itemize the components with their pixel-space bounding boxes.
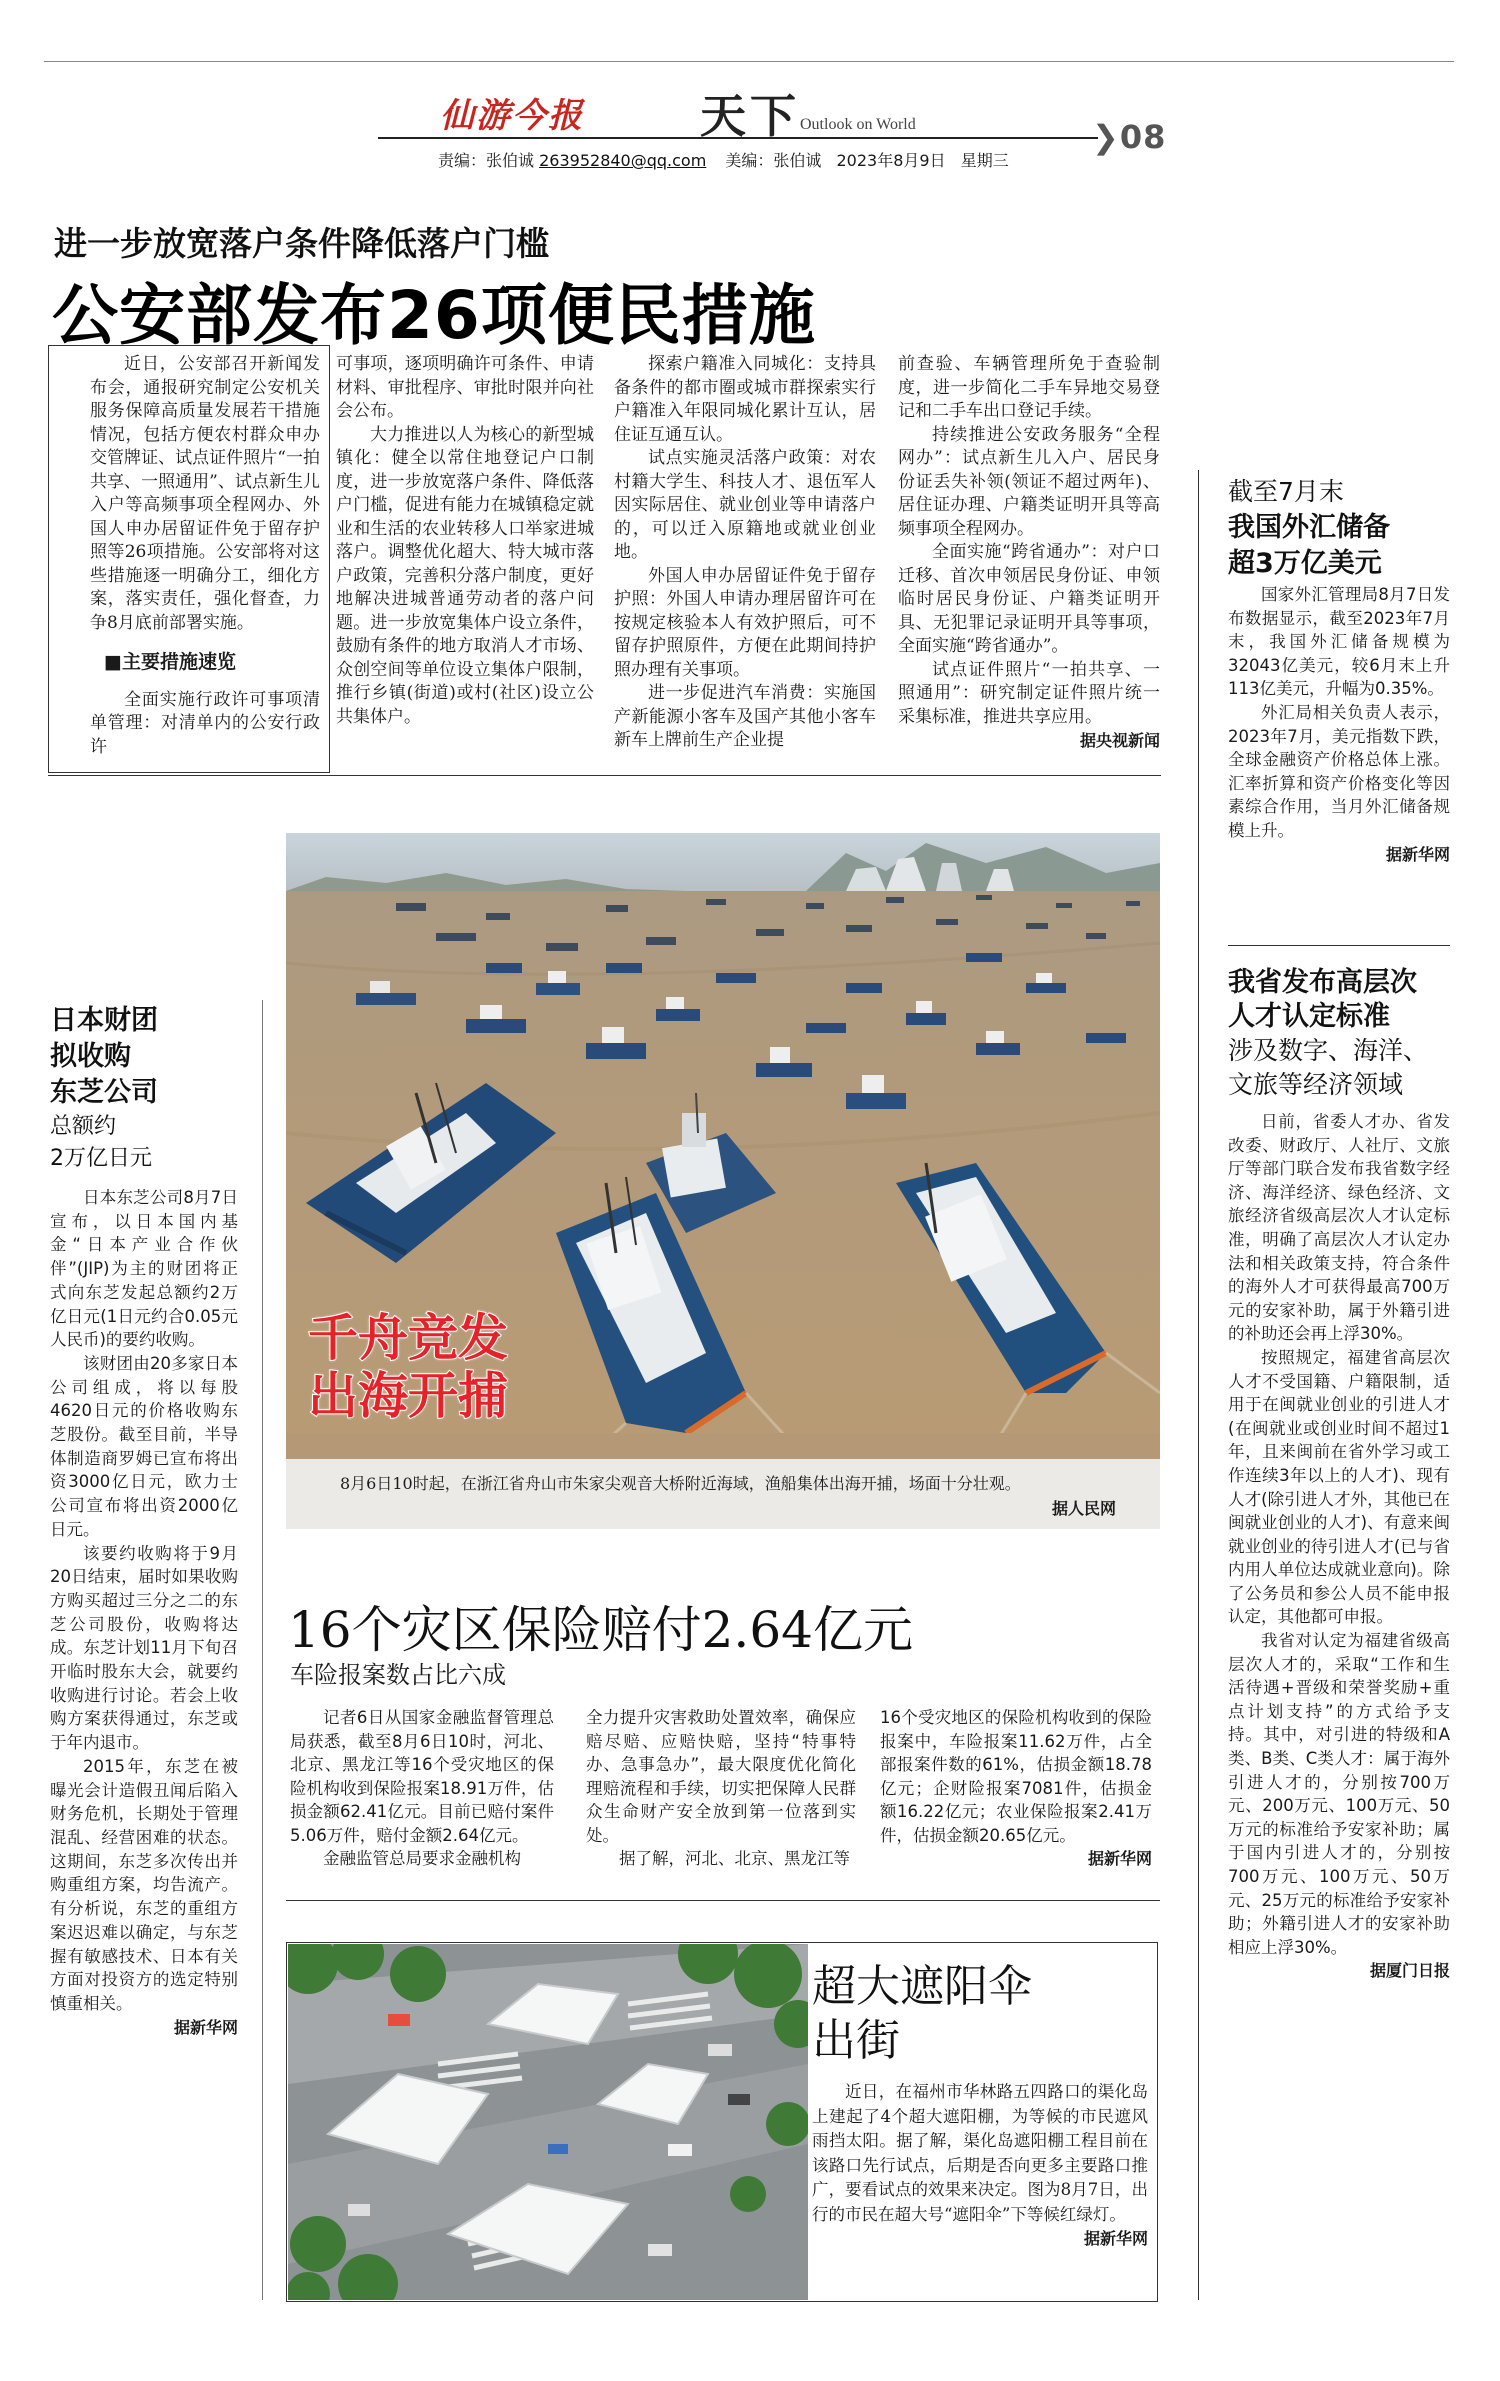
toshiba-headline-line: 拟收购 xyxy=(50,1041,131,1072)
lead-kicker: 进一步放宽落户条件降低落户门槛 xyxy=(54,224,549,263)
insurance-subheadline: 车险报案数占比六成 xyxy=(290,1661,506,1689)
designer-label: 美编：张伯诚 xyxy=(725,151,822,170)
sunshade-illustration xyxy=(288,1944,808,2300)
talent-headline xyxy=(1228,966,1428,1102)
insurance-col-2 xyxy=(586,1706,856,1871)
talent-subheadline: 涉及数字、海洋、 xyxy=(1228,1036,1429,1065)
lead-bottom-rule xyxy=(48,775,1161,776)
insurance-paragraph: 据了解，河北、北京、黑龙江等 xyxy=(619,1849,850,1868)
insurance-paragraph: 金融监管总局要求金融机构 xyxy=(323,1849,521,1868)
forex-headline xyxy=(1228,474,1390,582)
chevron-icon: ❯ xyxy=(1092,118,1120,156)
issue-weekday: 星期三 xyxy=(960,151,1009,170)
insurance-paragraph: 16个受灾地区的保险机构收到的保险报案中，车险报案11.62万件，占全部报案件数的61%，估损金额18.78亿元；企财险报案7081件，估损金额16.22亿元；农业保险报案2.41万件，估损金额20.65亿元。 xyxy=(880,1708,1152,1845)
lead-col-4 xyxy=(898,353,1160,753)
toshiba-paragraph: 该要约收购将于9月20日结束，届时如果收购方购买超过三分之二的东芝公司股份，收购将达成。东芝计划11月下旬召开临时股东大会，就要约收购进行讨论。若会上收购方案获得通过，东芝或于年内退市。 xyxy=(50,1543,238,1753)
talent-source: 据厦门日报 xyxy=(1369,1961,1450,1981)
lead-paragraph: 持续推进公安政务服务“全程网办”：试点新生儿入户、居民身份证丢失补领(领证不超过两年)、居住证办理、户籍类证明开具等高频事项全程网办。 xyxy=(898,424,1160,539)
umbrella-body xyxy=(812,2080,1148,2252)
toshiba-headline-line: 日本财团 xyxy=(50,1005,158,1036)
talent-headline-line: 我省发布高层次 xyxy=(1228,967,1417,998)
toshiba-headline xyxy=(50,1003,158,1175)
section-title: 天下 xyxy=(700,89,800,143)
insurance-paragraph: 全力提升灾害救助处置效率，确保应赔尽赔、应赔快赔，坚持“特事特办、急事急办”，最大限度优化简化理赔流程和手续，切实把保障人民群众生命财产安全放到第一位落到实处。 xyxy=(586,1708,856,1845)
forex-headline-line: 截至7月末 xyxy=(1228,477,1344,506)
lead-paragraph: 近日，公安部召开新闻发布会，通报研究制定公安机关服务保障高质量发展若干措施情况，包括方便农村群众申办交管牌证、试点证件照片“一拍共享、一照通用”、试点新生儿入户等高频事项全程网办、外国人申办居留证件免于留存护照等26项措施。公安部将对这些措施逐一明确分工，细化方案，落实责任，强化督查，力争8月底前部署实施。 xyxy=(90,354,320,633)
forex-source: 据新华网 xyxy=(1385,844,1450,864)
insurance-col-1 xyxy=(290,1706,554,1871)
sunshade-photo xyxy=(288,1944,808,2300)
forex-headline-line: 超3万亿美元 xyxy=(1228,548,1382,579)
page-number xyxy=(1092,118,1166,156)
talent-paragraph: 日前，省委人才办、省发改委、财政厅、人社厅、文旅厅等部门联合发布我省数字经济、海洋经济、绿色经济、文旅经济省级高层次人才认定标准，明确了高层次人才认定办法和相关政策支持，符合条件的海外人才可获得最高700万元的安家补助，属于外籍引进的补助还会再上浮30%。 xyxy=(1228,1112,1450,1344)
insurance-bottom-rule xyxy=(286,1900,1160,1901)
lead-source: 据央视新闻 xyxy=(1079,731,1160,750)
lead-subhead: ■主要措施速览 xyxy=(104,651,236,673)
talent-subheadline: 文旅等经济领域 xyxy=(1228,1070,1404,1099)
forex-headline-line: 我国外汇储备 xyxy=(1228,512,1390,543)
insurance-paragraph: 记者6日从国家金融监督管理总局获悉，截至8月6日10时，河北、北京、黑龙江等16个受灾地区的保险机构收到保险报案18.91万件，估损金额62.41亿元。目前已赔付案件5.06万件，赔付金额2.64亿元。 xyxy=(290,1708,554,1845)
page-number-value: 08 xyxy=(1119,118,1167,156)
umbrella-headline xyxy=(812,1960,1032,2068)
umbrella-paragraph: 近日，在福州市华林路五四路口的渠化岛上建起了4个超大遮阳棚，为等候的市民遮风雨挡太阳。据了解，渠化岛遮阳棚工程目前在该路口先行试点，后期是否向更多主要路口推广，要看试点的效果来决定。图为8月7日，出行的市民在超大号“遮阳伞”下等候红绿灯。 xyxy=(812,2082,1148,2224)
toshiba-headline-line: 东芝公司 xyxy=(50,1077,158,1108)
umbrella-headline-line: 出街 xyxy=(812,2015,900,2066)
umbrella-headline-line: 超大遮阳伞 xyxy=(812,1961,1032,2012)
right-column-rule xyxy=(1198,470,1199,2300)
toshiba-paragraph: 2015年，东芝在被曝光会计造假丑闻后陷入财务危机，长期处于管理混乱、经营困难的状态。这期间，东芝多次传出并购重组方案，均告流产。有分析说，东芝的重组方案迟迟难以确定，与东芝握有敏感技术、日本有关方面对投资方的选定特别慎重相关。 xyxy=(50,1756,238,2013)
fishing-photo-caption: 8月6日10时起，在浙江省舟山市朱家尖观音大桥附近海域，渔船集体出海开捕，场面十分壮观。 xyxy=(340,1474,1021,1493)
left-column-rule xyxy=(262,1000,263,2300)
lead-paragraph: 大力推进以人为核心的新型城镇化：健全以常住地登记户口制度，进一步放宽落户条件、降低落户门槛，促进有能力在城镇稳定就业和生活的农业转移人口举家进城落户。调整优化超大、特大城市落户政策，完善积分落户制度，更好地解决进城普通劳动者的落户问题。进一步放宽集体户设立条件，鼓励有条件的地方取消人才市场、众创空间等单位设立集体户限制，推行乡镇(街道)或村(社区)设立公共集体户。 xyxy=(336,424,594,727)
toshiba-paragraph: 该财团由20多家日本公司组成，将以每股4620日元的价格收购东芝股份。截至目前，半导体制造商罗姆已宣布将出资3000亿日元，欧力士公司宣布将出资2000亿日元。 xyxy=(50,1353,238,1539)
forex-bottom-rule xyxy=(1228,945,1450,946)
lead-paragraph: 全面实施行政许可事项清单管理：对清单内的公安行政许 xyxy=(90,689,320,757)
forex-paragraph: 外汇局相关负责人表示，2023年7月，美元指数下跌，全球金融资产价格总体上涨。汇率折算和资产价格变化等因素综合作用，当月外汇储备规模上升。 xyxy=(1228,702,1450,840)
editor-email[interactable]: 263952840@qq.com xyxy=(539,151,707,170)
toshiba-paragraph: 日本东芝公司8月7日宣布，以日本国内基金“日本产业合作伙伴”(JIP)为主的财团将正式向东芝发起总额约2万亿日元(1日元约合0.05元人民币)的要约收购。 xyxy=(50,1188,238,1350)
talent-body xyxy=(1228,1110,1450,1983)
lead-paragraph: 全面实施“跨省通办”：对户口迁移、首次申领居民身份证、申领临时居民身份证、户籍类证明开具、无犯罪记录证明开具等事项，全面实施“跨省通办”。 xyxy=(898,542,1160,656)
forex-paragraph: 国家外汇管理局8月7日发布数据显示，截至2023年7月末，我国外汇储备规模为32043亿美元，较6月末上升113亿美元，升幅为0.35%。 xyxy=(1228,585,1450,699)
lead-paragraph: 可事项，逐项明确许可条件、申请材料、审批程序、审批时限并向社会公布。 xyxy=(336,354,594,421)
masthead-info xyxy=(438,148,1009,171)
paper-logo: 仙游今报 xyxy=(440,96,584,136)
fishing-photo-source: 据人民网 xyxy=(1051,1499,1116,1518)
toshiba-body xyxy=(50,1186,238,2039)
lead-headline: 公安部发布26项便民措施 xyxy=(52,277,816,354)
photo-overlay-line: 千舟竞发 xyxy=(308,1309,508,1367)
editor-label: 责编：张伯诚 xyxy=(438,151,535,170)
lead-paragraph: 探索户籍准入同城化：支持具备条件的都市圈或城市群探索实行户籍准入年限同城化累计互认，居住证互通互认。 xyxy=(614,354,876,445)
toshiba-source: 据新华网 xyxy=(173,2017,238,2037)
toshiba-subheadline: 总额约 xyxy=(50,1114,117,1139)
talent-headline-line: 人才认定标准 xyxy=(1228,1001,1390,1032)
lead-paragraph: 试点证件照片“一拍共享、一照通用”：研究制定证件照片统一采集标准，推进共享应用。 xyxy=(898,659,1160,727)
toshiba-subheadline: 2万亿日元 xyxy=(50,1146,152,1171)
photo-overlay-line: 出海开捕 xyxy=(308,1367,508,1425)
lead-col-2 xyxy=(336,353,594,729)
insurance-source: 据新华网 xyxy=(1087,1849,1152,1868)
section-subtitle-en: Outlook on World xyxy=(800,116,916,133)
talent-paragraph: 我省对认定为福建省级高层次人才的，采取“工作和生活待遇+晋级和荣誉奖励+重点计划支持”的方式给予支持。其中，对引进的特级和A类、B类、C类人才：属于海外引进人才的，分别按700万元、200万元、100万元、50万元的标准给予安家补助；属于国内引进人才的，分别按700万元、100万元、50万元、25万元的标准给予安家补助；外籍引进人才的安家补助相应上浮30%。 xyxy=(1228,1631,1450,1957)
lead-paragraph: 外国人申办居留证件免于留存护照：外国人申请办理居留许可在按规定核验本人有效护照后，可不留存护照原件，方便在此期间持护照办理有关事项。 xyxy=(614,565,876,680)
umbrella-source: 据新华网 xyxy=(1083,2229,1148,2248)
photo-overlay-title xyxy=(308,1309,508,1425)
lead-col-1 xyxy=(90,353,320,759)
fishing-fleet-photo xyxy=(286,833,1160,1459)
lead-paragraph: 前查验、车辆管理所免于查验制度，进一步简化二手车异地交易登记和二手车出口登记手续。 xyxy=(898,354,1160,421)
lead-col-3 xyxy=(614,353,876,753)
lead-paragraph: 进一步促进汽车消费：实施国产新能源小客车及国产其他小客车新车上牌前生产企业提 xyxy=(614,683,876,750)
issue-date: 2023年8月9日 xyxy=(836,151,946,170)
insurance-col-3 xyxy=(880,1706,1152,1871)
insurance-headline: 16个灾区保险赔付2.64亿元 xyxy=(288,1601,913,1659)
top-rule xyxy=(44,61,1454,62)
lead-paragraph: 试点实施灵活落户政策：对农村籍大学生、科技人才、退伍军人因实际居住、就业创业等申请落户的，可以迁入原籍地或就业创业地。 xyxy=(614,448,876,562)
talent-paragraph: 按照规定，福建省高层次人才不受国籍、户籍限制，适用于在闽就业创业的引进人才(在闽就业或创业时间不超过1年，且来闽前在省外学习或工作连续3年以上的人才)、现有人才(除引进人才外，其他已在闽就业创业的人才)、有意来闽就业创业的待引进人才(已与省内用人单位达成就业意向)。除了公务员和参公人员不能申报认定，其他都可申报。 xyxy=(1228,1347,1450,1627)
masthead-line xyxy=(378,137,1098,139)
forex-body xyxy=(1228,583,1450,866)
